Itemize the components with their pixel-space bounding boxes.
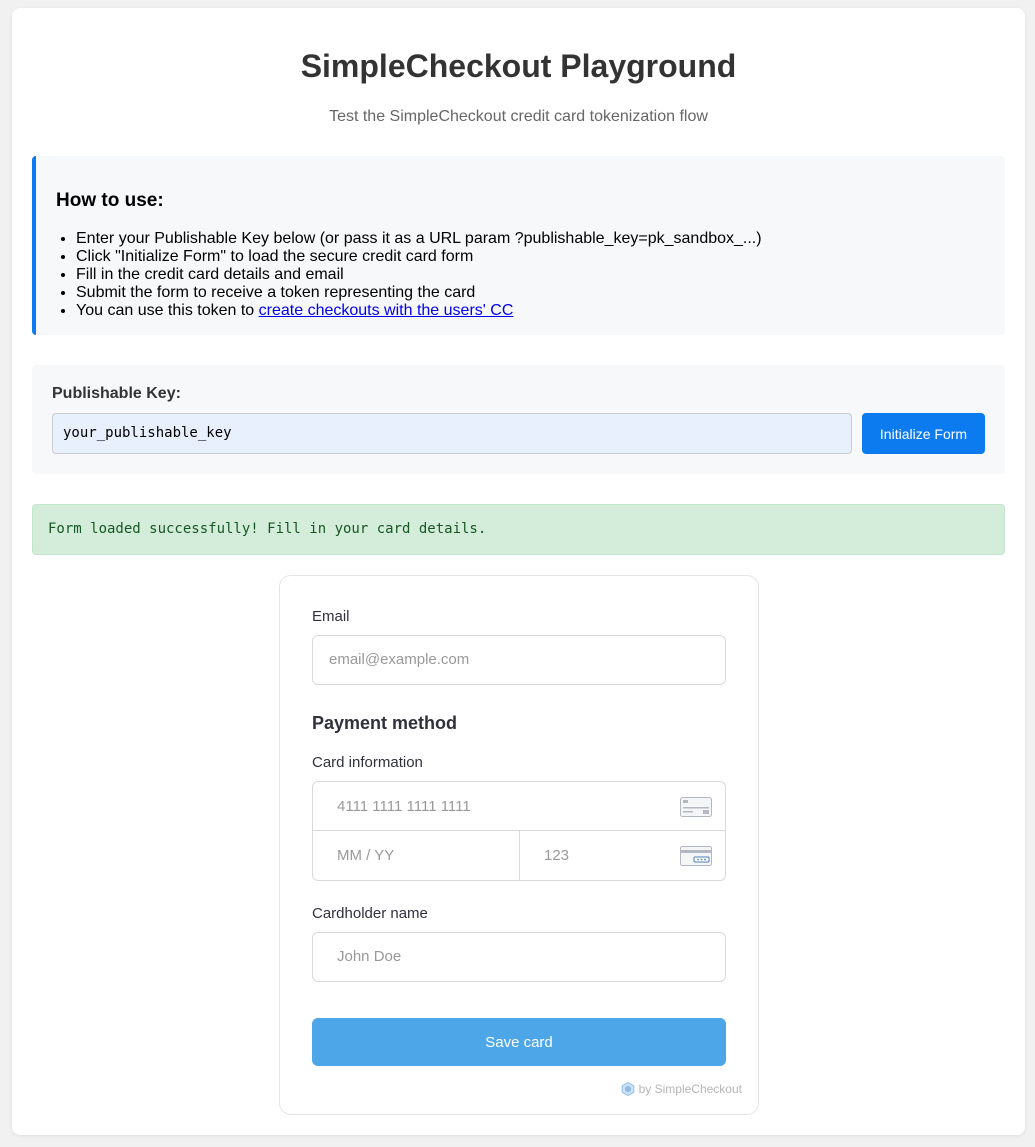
how-to-step-prefix: You can use this token to bbox=[76, 302, 259, 319]
cvc-field[interactable] bbox=[520, 831, 725, 880]
cvc-placeholder: 123 bbox=[544, 847, 570, 864]
card-information-group bbox=[312, 781, 726, 881]
how-to-step: • Fill in the credit card details and email bbox=[76, 266, 985, 284]
card-form bbox=[279, 575, 759, 1115]
card-front-icon bbox=[680, 797, 712, 817]
page-container bbox=[12, 8, 1025, 1135]
how-to-step: • Enter your Publishable Key below (or pass it as a URL param ?publishable_key=pk_sandbox_...) bbox=[76, 230, 985, 248]
card-information-label: Card information bbox=[312, 754, 423, 771]
publishable-key-input[interactable]: your_publishable_key bbox=[52, 413, 852, 454]
expiry-field[interactable]: MM / YY bbox=[313, 831, 520, 880]
email-field[interactable]: email@example.com bbox=[312, 635, 726, 685]
cardholder-name-field[interactable]: John Doe bbox=[312, 932, 726, 982]
initialize-form-button[interactable]: Initialize Form bbox=[862, 413, 985, 454]
how-to-step: • Click "Initialize Form" to load the secure credit card form bbox=[76, 248, 985, 266]
how-to-use-list bbox=[56, 230, 985, 320]
how-to-use-panel bbox=[32, 156, 1005, 335]
email-label: Email bbox=[312, 608, 350, 625]
card-number-placeholder: 4111 1111 1111 1111 bbox=[337, 798, 471, 815]
status-message: Form loaded successfully! Fill in your card details. bbox=[32, 504, 1005, 555]
create-checkouts-link[interactable]: create checkouts with the users' CC bbox=[258, 302, 514, 319]
page-subtitle: Test the SimpleCheckout credit card tokenization flow bbox=[329, 108, 708, 125]
page-title: SimpleCheckout Playground bbox=[300, 48, 737, 84]
how-to-step: • Submit the form to receive a token representing the card bbox=[76, 284, 985, 302]
payment-method-title: Payment method bbox=[312, 713, 458, 733]
how-to-use-title: How to use: bbox=[56, 190, 164, 211]
card-number-field[interactable] bbox=[313, 782, 725, 831]
simplecheckout-logo-icon bbox=[621, 1082, 635, 1096]
card-back-icon bbox=[680, 846, 712, 866]
how-to-step bbox=[76, 302, 985, 320]
powered-by-text: by SimpleCheckout bbox=[638, 1082, 742, 1096]
save-card-button[interactable]: Save card bbox=[312, 1018, 726, 1066]
publishable-key-panel bbox=[32, 365, 1005, 474]
publishable-key-label: Publishable Key: bbox=[52, 385, 181, 402]
powered-by bbox=[621, 1082, 742, 1096]
cardholder-name-label: Cardholder name bbox=[312, 905, 428, 922]
